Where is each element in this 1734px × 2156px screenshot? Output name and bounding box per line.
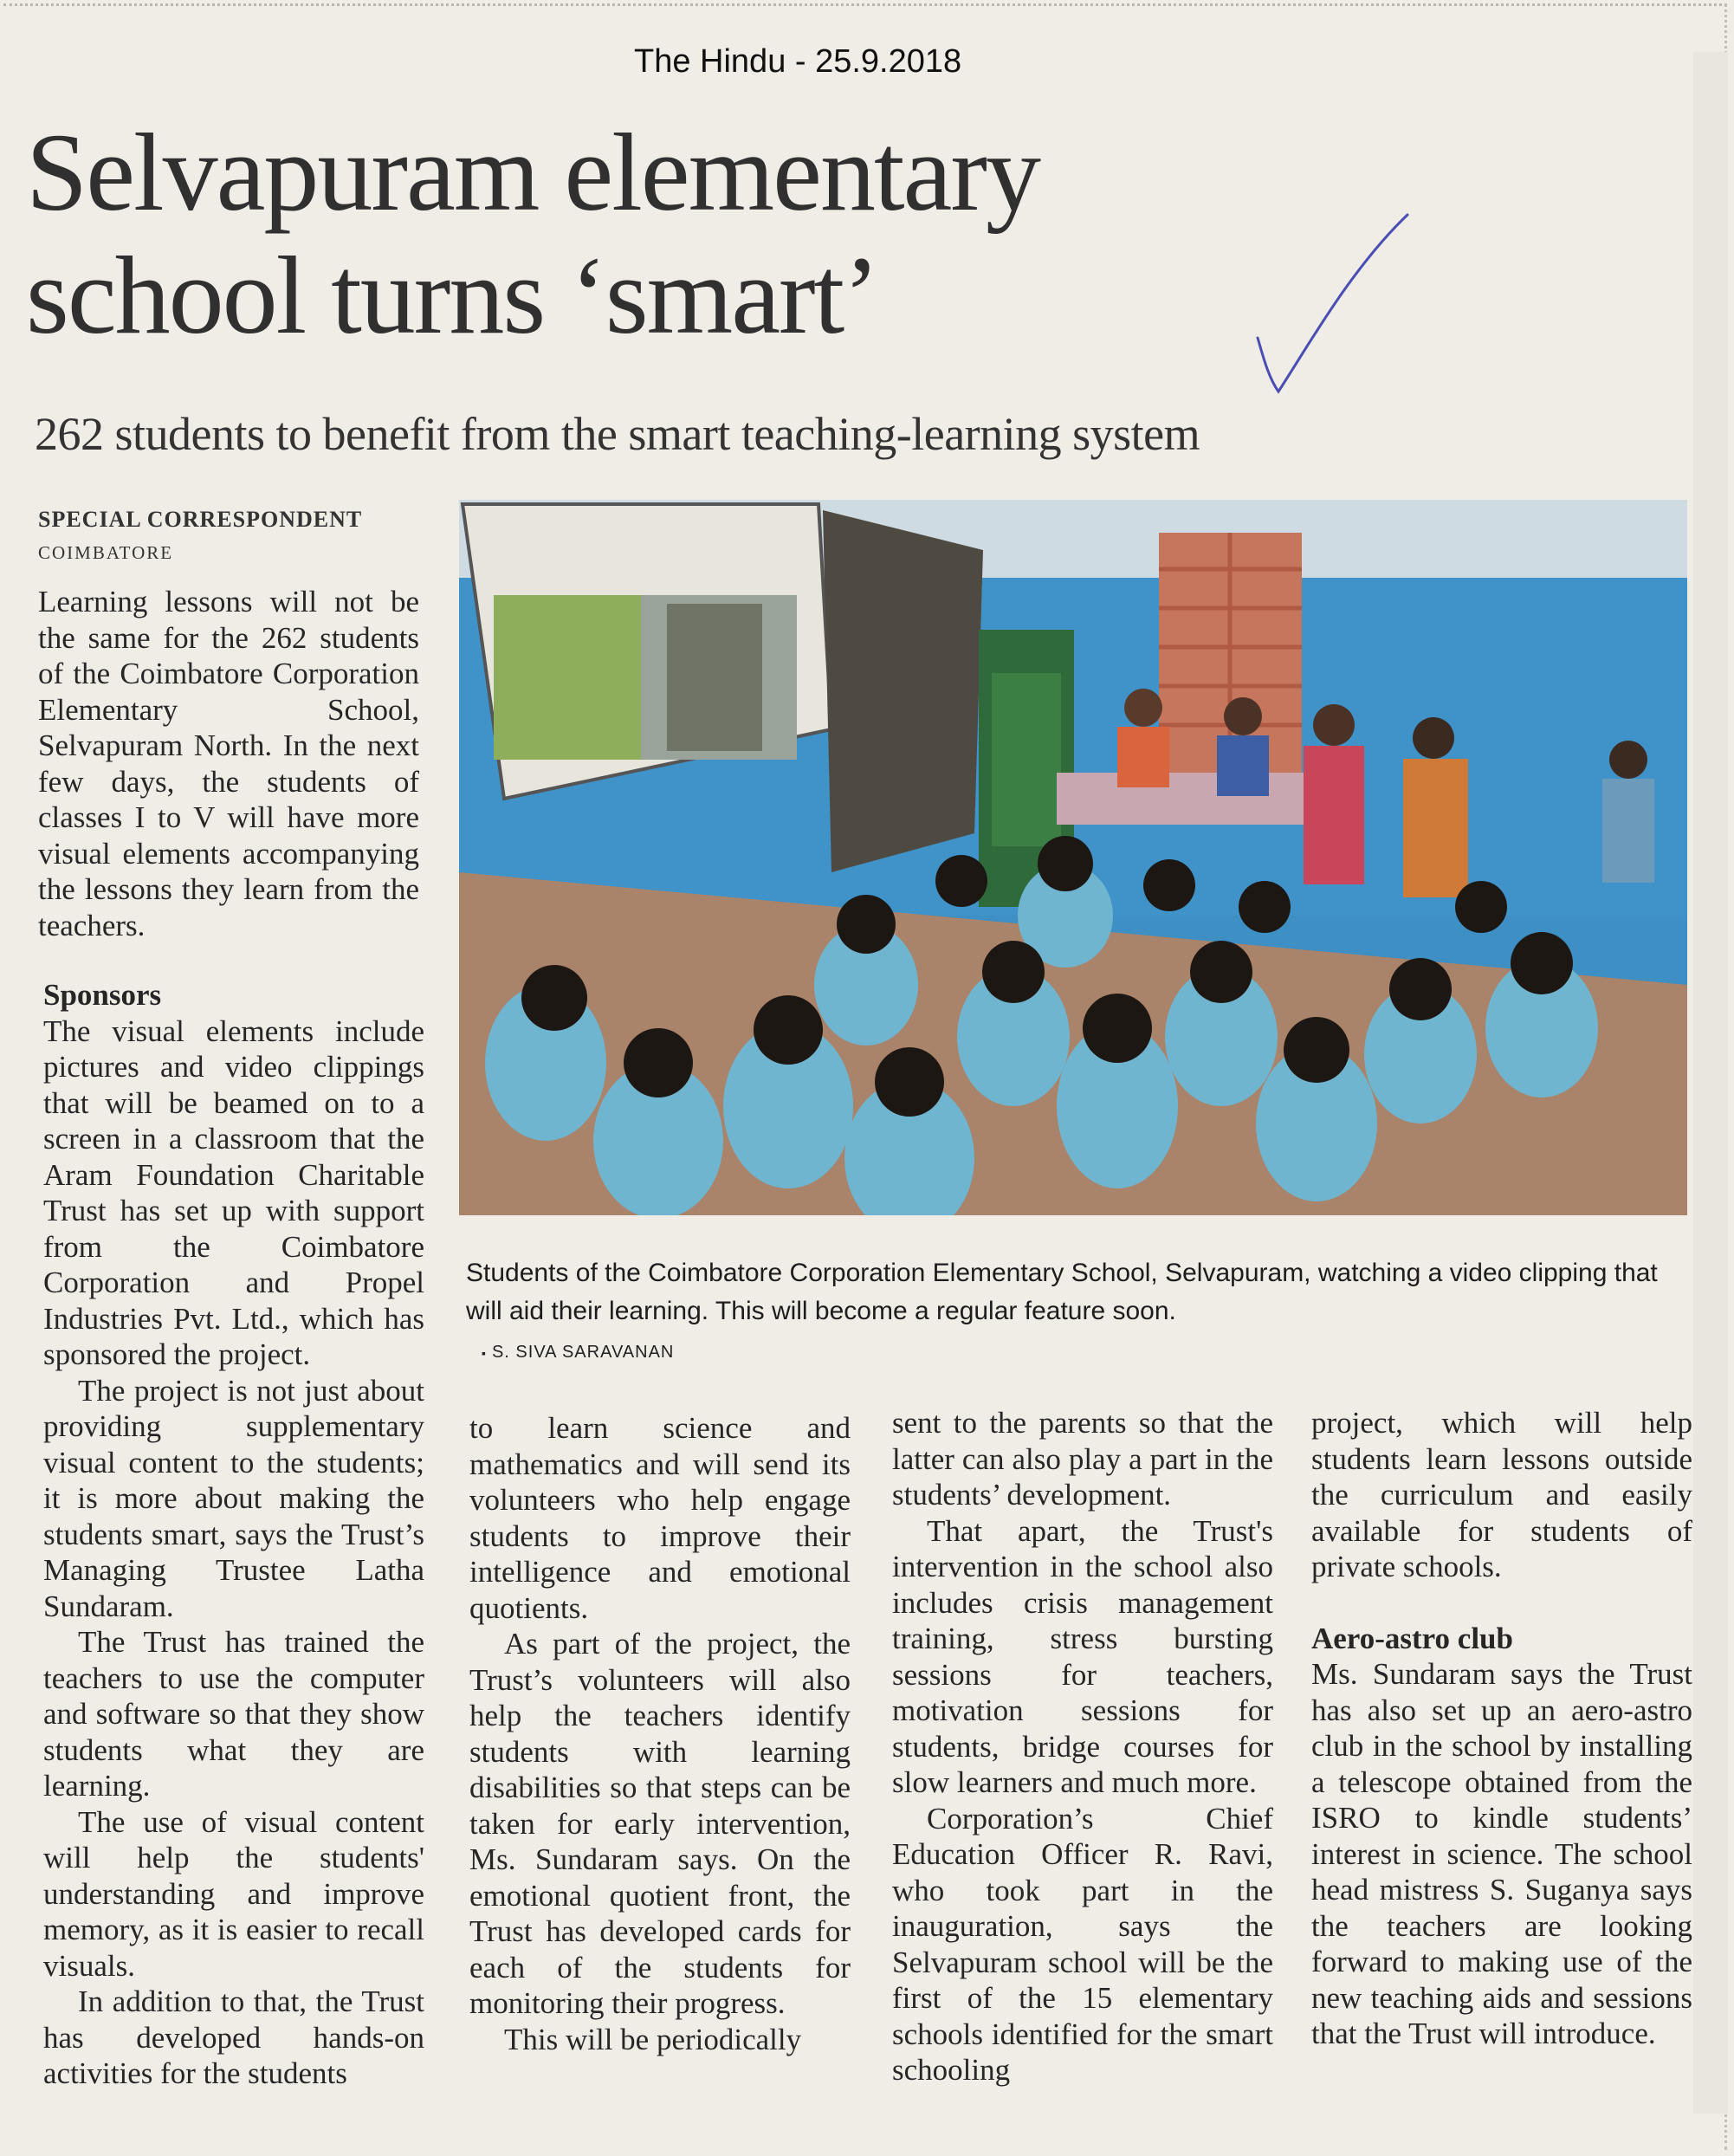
photo-caption: Students of the Coimbatore Corporation Elementary School, Selvapuram, watching a video clipping that will aid their learning. This will become a regular feature soon.: [466, 1259, 1658, 1325]
paragraph: As part of the project, the Trust’s volunteers will also help the teachers identify students with learning disabilities so that steps can be taken for early intervention, Ms. Sundaram says. On the emotional quotient front, the Trust has developed cards for each of the students for monitoring their progress.: [469, 1627, 851, 2020]
article-column-1: [43, 977, 424, 2092]
subheadline: 262 students to benefit from the smart teaching-learning system: [35, 408, 1200, 460]
paragraph: The use of visual content will help the students' understanding and improve memory, as it is easier to recall visuals.: [43, 1804, 424, 1983]
paragraph: The visual elements include pictures and video clippings that will be beamed on to a screen in a classroom that the Aram Foundation Charitable Trust has set up with support from the Coimbatore Corporation and Propel Industries Pvt. Ltd., which has sponsored the project.: [43, 1013, 424, 1371]
classroom-photo-illustration: [459, 500, 1687, 1215]
photo-credit: ▪ S. SIVA SARAVANAN: [482, 1343, 674, 1363]
paragraph: This will be periodically: [504, 2022, 802, 2056]
paragraph: sent to the parents so that the latter can also play a part in the students’ development.: [892, 1406, 1273, 1512]
paragraph: That apart, the Trust's intervention in the school also includes crisis management training, stress bursting sessions for teachers, motivation sessions for students, bridge courses for slow learners and much more.: [892, 1513, 1273, 1799]
paragraph: Corporation’s Chief Education Officer R. Ravi, who took part in the inauguration, says the Selvapuram school will be the first of the 15 elementary schools identified for the smart schooling: [892, 1801, 1273, 2087]
byline: SPECIAL CORRESPONDENT: [38, 507, 363, 532]
handwritten-tick-mark: [1256, 208, 1429, 407]
paragraph: The project is not just about providing supplementary visual content to the students; it is more about making the students smart, says the Trust’s Managing Trustee Latha Sundaram.: [43, 1373, 424, 1623]
dateline: COIMBATORE: [38, 542, 174, 563]
paragraph: In addition to that, the Trust has developed hands-on activities for the students: [43, 1984, 424, 2090]
article-column-1-intro: [38, 584, 419, 943]
paragraph: Ms. Sundaram says the Trust has also set up an aero-astro club in the school by installing a telescope obtained from the ISRO to kindle students’ interest in science. The school head mistress S. Suganya says the teachers are looking forward to making use of the new teaching aids and sessions that the Trust will introduce.: [1311, 1657, 1692, 2050]
section-heading-sponsors: Sponsors: [43, 978, 162, 1012]
headline: [26, 111, 1377, 357]
classroom-photo: [459, 500, 1687, 1215]
paragraph: Learning lessons will not be the same for the 262 students of the Coimbatore Corporation Elementary School, Selvapuram North. In the next few days, the students of classes I to V will have more visual elements accompanying the lessons they learn from the teachers.: [38, 585, 419, 942]
source-label: The Hindu - 25.9.2018: [634, 43, 962, 80]
adjacent-column-strip: [1693, 52, 1728, 2114]
headline-line-2: school turns ‘smart’: [26, 234, 878, 357]
article-column-3: [892, 1405, 1273, 2088]
paragraph: The Trust has trained the teachers to use the computer and software so that they show students what they are learning.: [43, 1625, 424, 1803]
paragraph: project, which will help students learn lessons outside the curriculum and easily available for students of private schools.: [1311, 1406, 1692, 1583]
article-column-4: [1311, 1405, 1692, 2052]
section-heading-aero-astro-club: Aero-astro club: [1311, 1621, 1513, 1655]
headline-line-1: Selvapuram elementary: [26, 111, 1039, 234]
paragraph: to learn science and mathematics and will send its volunteers who help engage students to improve their intelligence and emotional quotients.: [469, 1411, 851, 1625]
article-column-2: [469, 1410, 851, 2057]
